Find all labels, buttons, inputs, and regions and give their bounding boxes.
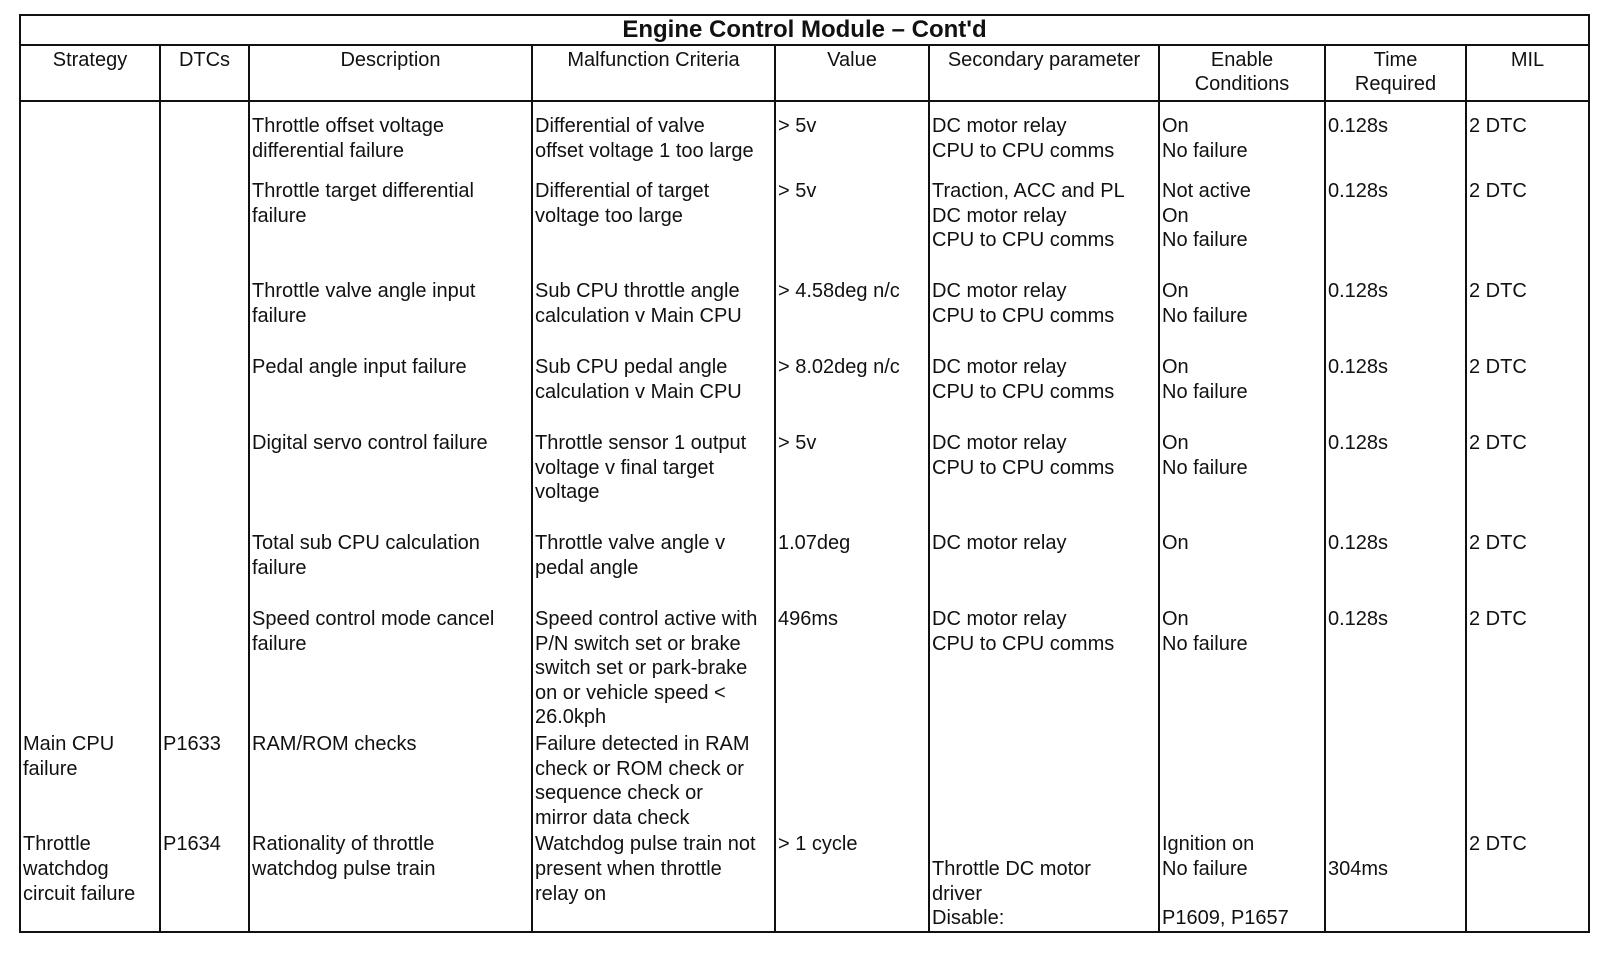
cell-malfunction-criteria: Watchdog pulse train not present when throttle relay on	[532, 830, 775, 931]
cell-mil: 2 DTC	[1466, 830, 1589, 931]
cell-enable-conditions: On No failure	[1159, 429, 1325, 529]
cell-secondary-parameter: Throttle DC motor driver Disable:	[929, 830, 1159, 931]
cell-dtcs	[160, 605, 249, 730]
cell-enable-conditions: On No failure	[1159, 605, 1325, 730]
cell-mil: 2 DTC	[1466, 529, 1589, 605]
cell-secondary-parameter: DC motor relay CPU to CPU comms	[929, 277, 1159, 353]
cell-strategy: Main CPU failure	[20, 730, 160, 830]
cell-dtcs: P1633	[160, 730, 249, 830]
cell-malfunction-criteria: Sub CPU pedal angle calculation v Main CPU	[532, 353, 775, 429]
cell-malfunction-criteria: Sub CPU throttle angle calculation v Main CPU	[532, 277, 775, 353]
cell-value: > 1 cycle	[775, 830, 929, 931]
header-strategy: Strategy	[20, 45, 160, 101]
cell-malfunction-criteria: Throttle sensor 1 output voltage v final target voltage	[532, 429, 775, 529]
cell-mil: 2 DTC	[1466, 429, 1589, 529]
cell-time-required: 0.128s	[1325, 353, 1466, 429]
cell-value: > 4.58deg n/c	[775, 277, 929, 353]
cell-time-required: 0.128s	[1325, 177, 1466, 277]
cell-value	[775, 730, 929, 830]
cell-dtcs: P1634	[160, 830, 249, 931]
cell-mil: 2 DTC	[1466, 101, 1589, 177]
cell-value: > 8.02deg n/c	[775, 353, 929, 429]
cell-dtcs	[160, 353, 249, 429]
cell-strategy	[20, 177, 160, 277]
cell-description: Pedal angle input failure	[249, 353, 532, 429]
table-title: Engine Control Module – Cont'd	[20, 15, 1589, 45]
cell-mil: 2 DTC	[1466, 277, 1589, 353]
table-row	[20, 529, 1589, 605]
cell-time-required: 0.128s	[1325, 529, 1466, 605]
cell-secondary-parameter: DC motor relay	[929, 529, 1159, 605]
cell-time-required: 0.128s	[1325, 605, 1466, 730]
cell-secondary-parameter: DC motor relay CPU to CPU comms	[929, 101, 1159, 177]
cell-strategy	[20, 529, 160, 605]
cell-enable-conditions: On	[1159, 529, 1325, 605]
cell-dtcs	[160, 177, 249, 277]
table-row	[20, 101, 1589, 177]
header-time-required: Time Required	[1325, 45, 1466, 101]
table-row	[20, 353, 1589, 429]
cell-time-required: 304ms	[1325, 830, 1466, 931]
header-malfunction-criteria: Malfunction Criteria	[532, 45, 775, 101]
header-mil: MIL	[1466, 45, 1589, 101]
cell-enable-conditions: On No failure	[1159, 101, 1325, 177]
table-row	[20, 177, 1589, 277]
cell-description: Rationality of throttle watchdog pulse train	[249, 830, 532, 931]
cell-strategy	[20, 605, 160, 730]
cell-description: Throttle valve angle input failure	[249, 277, 532, 353]
header-enable-conditions: Enable Conditions	[1159, 45, 1325, 101]
cell-time-required: 0.128s	[1325, 277, 1466, 353]
cell-mil: 2 DTC	[1466, 605, 1589, 730]
cell-strategy	[20, 353, 160, 429]
cell-enable-conditions: On No failure	[1159, 353, 1325, 429]
cell-dtcs	[160, 429, 249, 529]
cell-strategy	[20, 101, 160, 177]
cell-dtcs	[160, 101, 249, 177]
header-description: Description	[249, 45, 532, 101]
cell-secondary-parameter	[929, 730, 1159, 830]
cell-enable-conditions: Ignition on No failure P1609, P1657	[1159, 830, 1325, 931]
header-dtcs: DTCs	[160, 45, 249, 101]
cell-dtcs	[160, 529, 249, 605]
cell-secondary-parameter: DC motor relay CPU to CPU comms	[929, 353, 1159, 429]
table-row	[20, 730, 1589, 830]
engine-control-module-table	[19, 14, 1590, 933]
cell-value: > 5v	[775, 101, 929, 177]
cell-secondary-parameter: DC motor relay CPU to CPU comms	[929, 605, 1159, 730]
cell-time-required	[1325, 730, 1466, 830]
cell-description: Total sub CPU calculation failure	[249, 529, 532, 605]
table-row	[20, 830, 1589, 931]
cell-time-required: 0.128s	[1325, 429, 1466, 529]
document-page	[19, 14, 1588, 933]
cell-malfunction-criteria: Speed control active with P/N switch set or brake switch set or park-brake on or vehicle speed < 26.0kph	[532, 605, 775, 730]
cell-description: RAM/ROM checks	[249, 730, 532, 830]
cell-value: > 5v	[775, 429, 929, 529]
cell-description: Throttle target differential failure	[249, 177, 532, 277]
cell-description: Throttle offset voltage differential failure	[249, 101, 532, 177]
table-body	[20, 101, 1589, 932]
cell-malfunction-criteria: Differential of target voltage too large	[532, 177, 775, 277]
cell-strategy: Throttle watchdog circuit failure	[20, 830, 160, 931]
cell-enable-conditions	[1159, 730, 1325, 830]
header-row	[20, 45, 1589, 101]
cell-secondary-parameter: Traction, ACC and PL DC motor relay CPU to CPU comms	[929, 177, 1159, 277]
cell-strategy	[20, 277, 160, 353]
cell-enable-conditions: Not active On No failure	[1159, 177, 1325, 277]
table-row	[20, 429, 1589, 529]
cell-value: > 5v	[775, 177, 929, 277]
cell-strategy	[20, 429, 160, 529]
cell-description: Speed control mode cancel failure	[249, 605, 532, 730]
header-value: Value	[775, 45, 929, 101]
header-secondary-parameter: Secondary parameter	[929, 45, 1159, 101]
cell-secondary-parameter: DC motor relay CPU to CPU comms	[929, 429, 1159, 529]
table-row	[20, 605, 1589, 730]
cell-value: 1.07deg	[775, 529, 929, 605]
cell-value: 496ms	[775, 605, 929, 730]
cell-time-required: 0.128s	[1325, 101, 1466, 177]
cell-mil: 2 DTC	[1466, 177, 1589, 277]
table-row	[20, 277, 1589, 353]
cell-malfunction-criteria: Throttle valve angle v pedal angle	[532, 529, 775, 605]
cell-mil	[1466, 730, 1589, 830]
cell-mil: 2 DTC	[1466, 353, 1589, 429]
cell-enable-conditions: On No failure	[1159, 277, 1325, 353]
cell-malfunction-criteria: Failure detected in RAM check or ROM check or sequence check or mirror data check	[532, 730, 775, 830]
cell-description: Digital servo control failure	[249, 429, 532, 529]
cell-malfunction-criteria: Differential of valve offset voltage 1 too large	[532, 101, 775, 177]
cell-dtcs	[160, 277, 249, 353]
